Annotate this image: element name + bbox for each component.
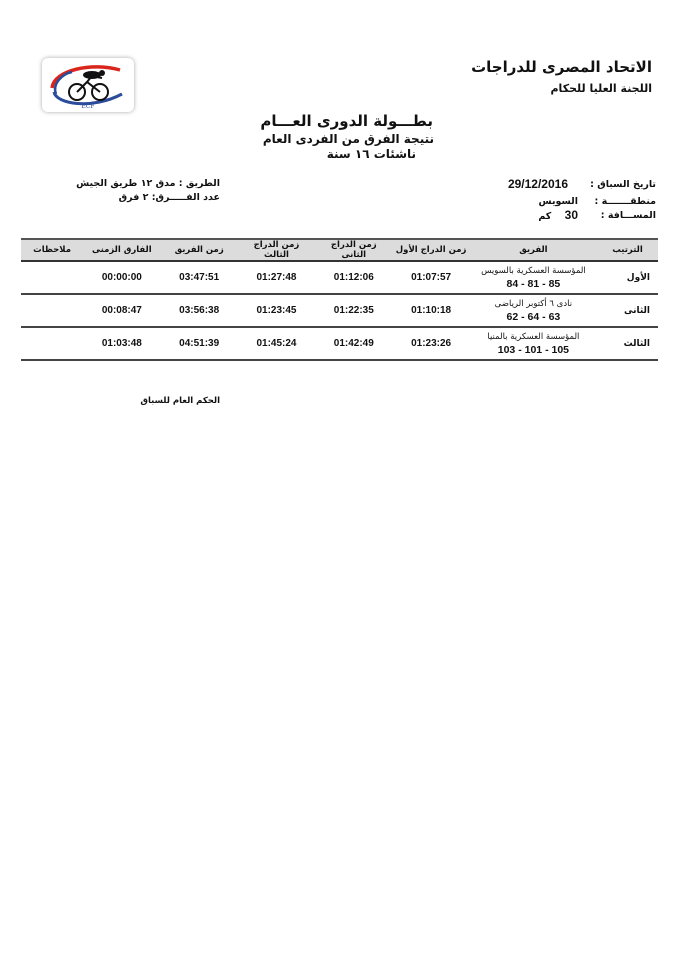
- rank-cell: الثالث: [597, 327, 658, 360]
- rider3-time: 01:45:24: [238, 327, 315, 360]
- team-time: 03:47:51: [161, 261, 238, 294]
- team-name: نادى ٦ أكتوبر الرياضى: [494, 298, 573, 309]
- table-row: [21, 294, 658, 327]
- race-date-value: 29/12/2016: [507, 177, 568, 191]
- time-gap: 01:03:48: [83, 327, 160, 360]
- distance-value: [538, 208, 578, 222]
- teams-count: عدد الفـــــرق: ٢ فرق: [118, 192, 220, 203]
- distance-number: 30: [564, 208, 578, 222]
- category-title: ناشئات ١٦ سنة: [326, 147, 416, 161]
- chief-referee-label: الحكم العام للسباق: [140, 396, 220, 406]
- header-team-time: زمن الفريق: [161, 239, 238, 261]
- race-date-label: تاريخ السباق :: [590, 178, 656, 190]
- team-time: 03:56:38: [161, 294, 238, 327]
- notes-cell: [21, 294, 83, 327]
- route-info: الطريق : مدق ١٢ طريق الجيش: [76, 178, 220, 189]
- header-gap: الفارق الزمنى: [83, 239, 160, 261]
- notes-cell: [21, 261, 83, 294]
- region-label: منطقـــــــة :: [594, 195, 656, 207]
- distance-unit: كم: [538, 211, 552, 222]
- race-date-row: [508, 176, 656, 192]
- organization-subtitle: اللجنة العليا للحكام: [550, 82, 652, 95]
- championship-title: بطـــولة الدورى العـــام: [260, 112, 433, 130]
- rank-cell: الأول: [597, 261, 658, 294]
- header-rider2-time: زمن الدراج الثانى: [315, 239, 392, 261]
- header-rider1-time: زمن الدراج الأول: [392, 239, 469, 261]
- results-subtitle: نتيجة الفرق من الفردى العام: [262, 132, 434, 146]
- team-name: المؤسسة العسكرية بالمنيا: [487, 331, 580, 342]
- table-row: [21, 327, 658, 360]
- rider1-time: 01:10:18: [392, 294, 469, 327]
- distance-row: [538, 207, 656, 223]
- team-bibs: 63 - 64 - 62: [506, 310, 561, 323]
- team-cell: [470, 294, 597, 327]
- rider2-time: 01:12:06: [315, 261, 392, 294]
- distance-label: المســـافة :: [600, 209, 656, 221]
- team-bibs: 85 - 81 - 84: [506, 277, 561, 290]
- header-team: الفريق: [470, 239, 597, 261]
- cyclist-logo-icon: [42, 58, 134, 112]
- results-table: [21, 238, 658, 361]
- logo-text: ECF: [81, 103, 95, 110]
- rider2-time: 01:42:49: [315, 327, 392, 360]
- team-cell: [470, 261, 597, 294]
- rider1-time: 01:07:57: [392, 261, 469, 294]
- table-header-row: [21, 239, 658, 261]
- team-bibs: 105 - 101 - 103: [497, 343, 570, 356]
- time-gap: 00:08:47: [83, 294, 160, 327]
- header-rank: الترتيب: [597, 239, 658, 261]
- rider3-time: 01:27:48: [238, 261, 315, 294]
- header-notes: ملاحظات: [21, 239, 83, 261]
- rank-cell: الثانى: [597, 294, 658, 327]
- federation-logo: [42, 58, 134, 112]
- team-name: المؤسسة العسكرية بالسويس: [481, 265, 586, 276]
- team-time: 04:51:39: [161, 327, 238, 360]
- rider3-time: 01:23:45: [238, 294, 315, 327]
- notes-cell: [21, 327, 83, 360]
- rider1-time: 01:23:26: [392, 327, 469, 360]
- rider2-time: 01:22:35: [315, 294, 392, 327]
- time-gap: 00:00:00: [83, 261, 160, 294]
- region-value: السويس: [538, 195, 578, 207]
- header-rider3-time: زمن الدراج الثالث: [238, 239, 315, 261]
- table-row: [21, 261, 658, 294]
- organization-name: الاتحاد المصرى للدراجات: [471, 58, 652, 76]
- team-cell: [470, 327, 597, 360]
